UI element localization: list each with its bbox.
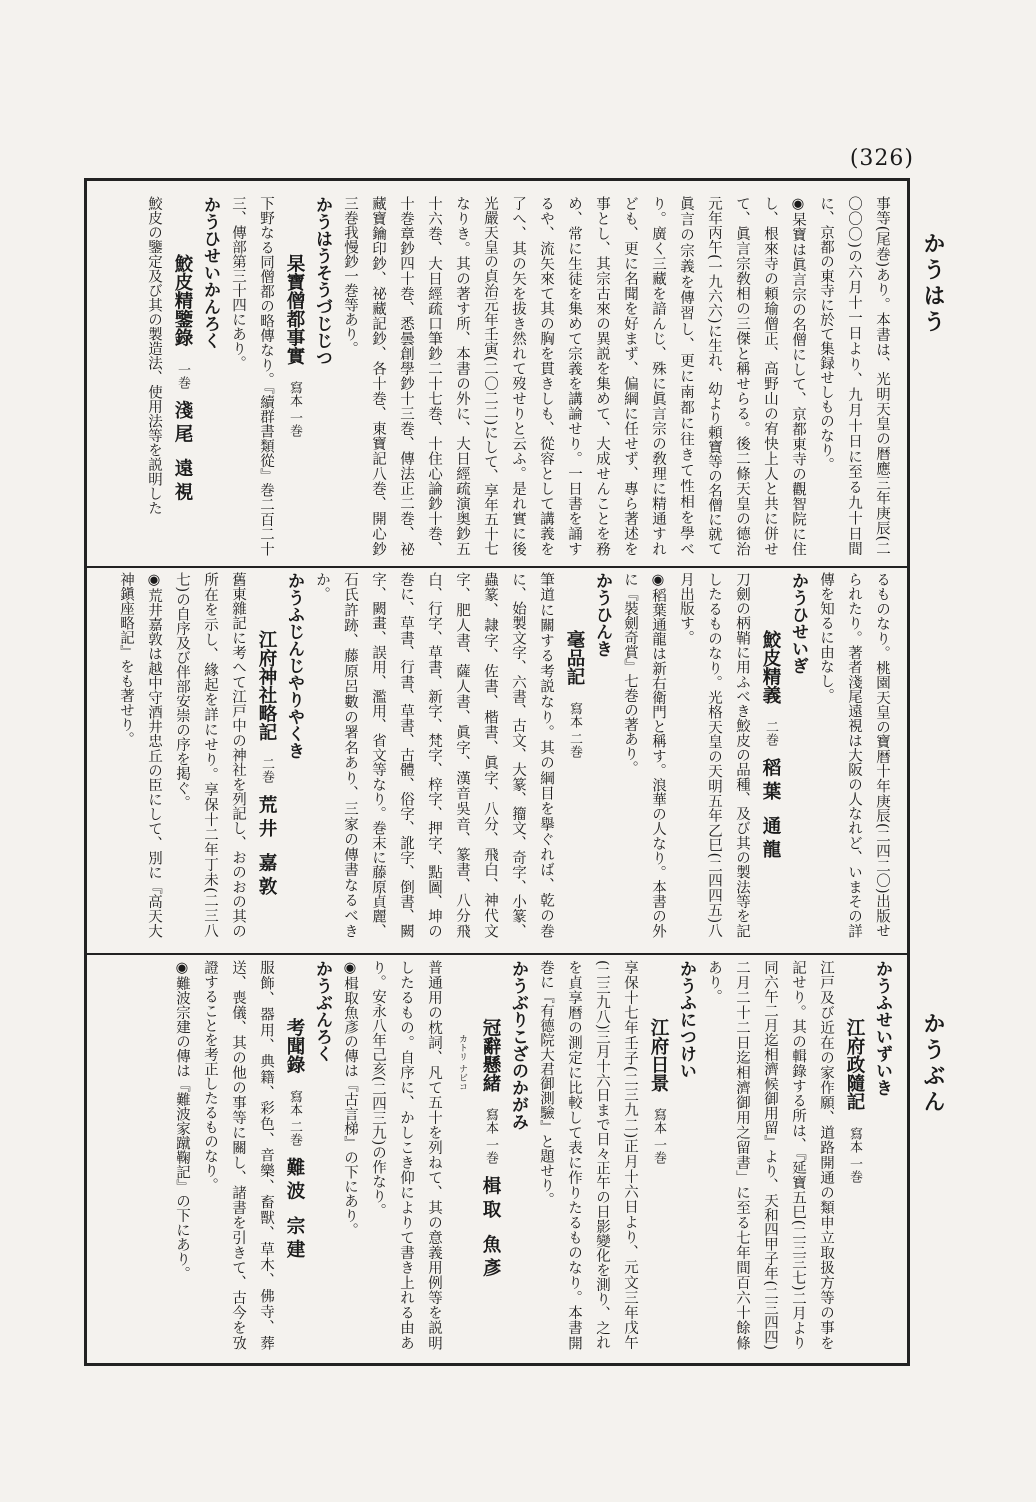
page-number: (326) — [849, 146, 914, 171]
tier2-entry1-heading: かうひせいぎ — [788, 572, 808, 674]
tier1-entry3-text: 鮫皮の鑒定及び其の製造法、使用法等を説明した — [146, 196, 162, 515]
tier3-entry1-heading: かうふせいずいき — [872, 960, 892, 1096]
tier2-entry3-text: 舊東雜記に考へて江戸中の神社を列記し、おのおの其の所在を示し、緣起を詳にせり。享保十二年丁未(二三八七)の自序及び伴部安崇の序を掲ぐ。 — [174, 572, 246, 938]
tier2-entry1-title-line — [756, 572, 784, 938]
tier-divider-2 — [87, 953, 907, 955]
tier2-entry3-heading: かうふじんじやりやくき — [284, 572, 304, 759]
tier3-entry2-title: 江府日景 — [648, 1018, 669, 1092]
tier3-entry3-text: 普通用の枕詞、凡て五十を列ねて、其の意義用例等を説明したるもの。自序に、かしこき仰によりて書き上れる由あり。安永八年己亥(二四三九)の作なり。 — [370, 960, 442, 1350]
tier1-entry2-title-line — [280, 196, 308, 556]
tier3-entry3-title-line — [448, 960, 504, 1350]
tier1-entry2-vol: 寫本 一巻 — [287, 381, 302, 438]
tier3-entry2-heading: かうふにつけい — [676, 960, 696, 1079]
tier3-entry1-vol: 寫本 一巻 — [847, 1126, 862, 1183]
tier2-entry2-vol: 寫本 二巻 — [567, 701, 582, 758]
tier3-entry4-author: 難波 宗建 — [284, 1157, 305, 1264]
tier3-entry3-vol: 寫本 一巻 — [483, 1108, 498, 1165]
tier3-entry4-note: ◉難波宗建の傳は『難波家蹴鞠記』の下にあり。 — [174, 960, 190, 1281]
tier2-entry1-text: 刀劍の柄鞘に用ふべき鮫皮の品種、及び其の製法等を記したるものなり。光格天皇の天明五年乙巳(二四四五)八月出版す。 — [678, 572, 750, 938]
tier2-entry2-heading: かうひんき — [592, 572, 612, 657]
tier2-entry1-title: 鮫皮精義 — [760, 630, 781, 704]
tier2-entry3-note: ◉荒井嘉敦は越中守酒井忠丘の臣にして、別に『高天大神鎭座略記』をも著せり。 — [118, 572, 162, 938]
tier3-entry1-text: 江戸及び近在の家作願、道路開通の類申立取扱方等の事を記せり。其の輯錄する所は、『延寶五巳(二三三七)二月より同六午二月迄相濟候御用留』より、天和四甲子年(二三四四)二月二十二日迄相濟御用之留書」に至る七年間百六十餘條あり。 — [706, 960, 834, 1350]
tier3-entry2-vol: 寫本 一巻 — [651, 1108, 666, 1165]
tier1-entry3-author: 淺尾 遠視 — [172, 400, 193, 506]
tier1-entry3-heading: かうひせいかんろく — [200, 196, 220, 349]
tier3-entry3-author: 楫取 魚彥 — [480, 1176, 501, 1282]
tier1-entry3-vol: 一巻 — [175, 362, 190, 389]
tier2-entry3-title-line — [252, 572, 280, 938]
running-head-bottom: かうぶん — [920, 1012, 946, 1116]
tier2-entry3-vol: 二巻 — [259, 757, 274, 783]
tier2-entry1-vol: 二巻 — [763, 720, 778, 746]
tier2-entry3-title: 江府神社略記 — [256, 630, 277, 741]
tier3-entry3-heading: かうぶりこざのかがみ — [508, 960, 528, 1130]
tier3-entry3-note: ◉楫取魚彥の傳は『古言梯』の下にあり。 — [342, 960, 358, 1237]
tier3-entry3-title: 冠辭懸緒 — [480, 1018, 501, 1092]
tier2-intro: るものなり。桃園天皇の寶暦十年庚辰(二四二〇)出版せられたり。著者淺尾遠視は大阪の人なれど、いまその詳傳を知るに由なし。 — [818, 572, 890, 938]
tier3-entry1-title: 江府政隨記 — [844, 1018, 865, 1111]
tier1-body: ◉杲寶は眞言宗の名僧にして、京都東寺の觀智院に住し、根來寺の頼瑜僧正、高野山の宥快上人と共に併せて、眞言宗敎相の三傑と稱せらる。後二條天皇の德治元年丙午(一九六六)に生れ、幼より頼寶等の名僧に就て眞言の宗義を傳習し、更に南都に往きて性相を學べり。廣く三藏を諳んじ、殊に眞言宗の敎理に精通すれども、更に名聞を好まず、偏綱に任せず、專ら著述を事とし、其宗古來の異説を集めて、大成せんことを務め、常に生徒を集めて宗義を講論せり。一日書を誦するや、流矢來て其の胸を貫きしも、從容として講義を了へ、其の矢を拔き然れて歿せりと云ふ。是れ實に後光嚴天皇の貞治元年壬寅(二〇二二)にして、享年五十七なりき。其の著す所、本書の外に、大日經疏演奥鈔五十六巻、大日經疏口筆鈔二十七巻、十住心論鈔十巻、十巻章鈔四十巻、悉曇創學鈔十三巻、傳法正二巻、祕藏寶鑰印鈔、祕藏記鈔、各十巻、東寶記八巻、開心鈔三巻我慢鈔一巻等あり。 — [342, 196, 806, 556]
tier-3 — [100, 960, 896, 1350]
tier3-entry4-title-line — [280, 960, 308, 1350]
tier1-entry3-title: 鮫皮精鑒錄 — [172, 254, 193, 347]
tier-2 — [100, 572, 896, 938]
tier2-entry2-text: 筆道に關する考説なり。其の綱目を擧ぐれば、乾の巻に、始製文字、六書、古文、大篆、籀文、奇字、小篆、蟲篆、隷字、佐書、楷書、眞字、八分、飛白、神代文字、肥人書、薩人書、眞字、漢音吳音、篆書、八分飛白、行字、草書、新字、梵字、梓字、押字、點圖、坤の巻に、草書、行書、草書、古體、俗字、訛字、倒書、闕字、闕畫、誤用、濫用、省文等なり。巻末に藤原貞麗、石氏許跡、藤原呂數の署名あり、三家の傳書なるべきか。 — [314, 572, 554, 938]
tier1-entry2-text: 下野なる同僧都の略傳なり。『續群書類從』巻二百二十三、傳部第三十四にあり。 — [230, 196, 274, 556]
tier1-intro: 事等(尾巻)あり。本書は、光明天皇の暦應三年庚辰(二〇〇〇)の六月十一日より、九月十日に至る九十日間に、京都の東寺に於て集録せしものなり。 — [818, 196, 890, 556]
tier3-entry1-title-line — [840, 960, 868, 1350]
tier3-entry4-title: 考聞錄 — [284, 1018, 305, 1074]
tier3-entry4-vol: 寫本 二巻 — [287, 1089, 302, 1146]
running-head-top: かうはう — [920, 232, 946, 336]
tier2-entry2-title-line — [560, 572, 588, 938]
tier1-entry2-title: 杲寶僧都事實 — [284, 254, 305, 365]
tier1-entry2-heading: かうはうそうづじじつ — [312, 196, 332, 366]
tier3-entry4-heading: かうぶんろく — [312, 960, 332, 1062]
tier2-entry3-author: 荒井 嘉敦 — [256, 795, 277, 901]
tier3-entry2-title-line — [644, 960, 672, 1350]
tier3-entry3-author-ruby: カトリ ナビコ — [457, 1034, 467, 1091]
tier1-entry3-title-line — [168, 196, 196, 556]
tier2-entry1-author: 稻葉 通龍 — [760, 758, 781, 864]
tier-1 — [100, 196, 896, 556]
tier2-entry2-title: 毫品記 — [564, 630, 585, 686]
tier2-entry1-note: ◉稻葉通龍は新右衛門と稱す。浪華の人なり。本書の外に『裝劍奇賞』七巻の著あり。 — [622, 572, 666, 938]
tier3-entry2-text: 享保十七年壬子(二三九二)正月十六日より、元文三年戊午(二三九八)三月十六日まで日々正午の日影變化を測り、之れを貞享暦の測定に比較して表に作りたるものなり。本書開巻に『有德院大君御測驗』と題せり。 — [538, 960, 638, 1350]
tier-divider-1 — [87, 566, 907, 568]
tier3-entry4-text: 服飾、器用、典籍、彩色、音樂、畜獸、草木、佛寺、葬送、喪儀、其の他の事等に關し、諸書を引きて、古今を攷證することを考正したるものなり。 — [202, 960, 274, 1350]
